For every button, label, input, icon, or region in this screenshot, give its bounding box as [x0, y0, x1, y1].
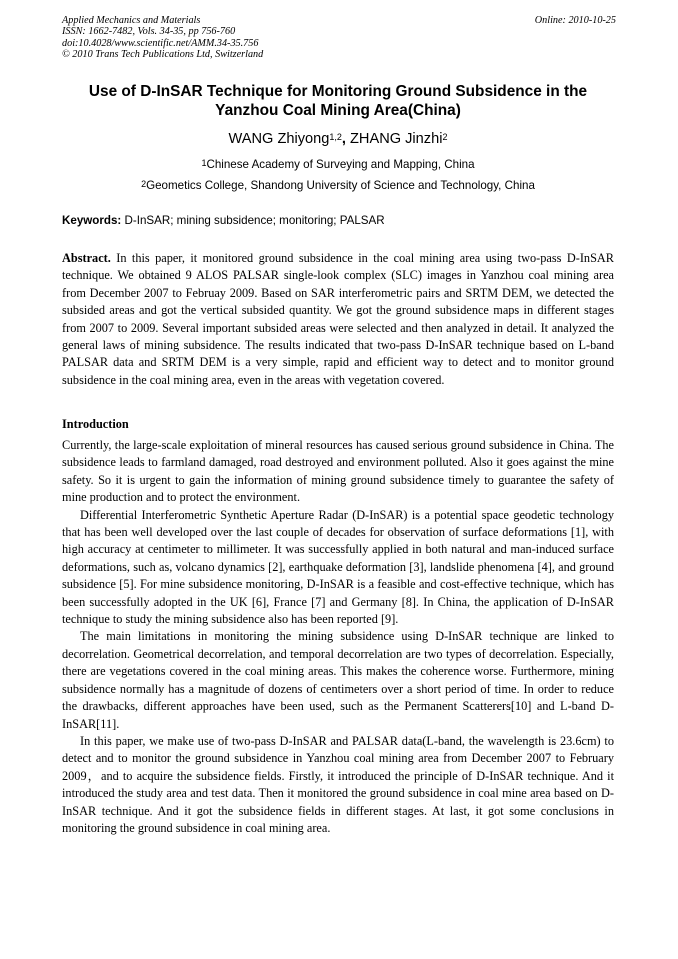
author-separator: ,: [341, 131, 350, 147]
abstract-text: In this paper, it monitored ground subsidence in the coal mining area using two-pass D-InSAR technique. We obtained 9 ALOS PALSAR single-look complex (SLC) images in Yanzhou coal mining area from December 2007 to Februay 2009. Based on SAR interferometric pairs and SRTM DEM, we detected the subsided areas and got the vertical subsided quantity. We got the ground subsidence maps in different stages from 2007 to 2009. Several important subsided areas were selected and then analyzed in detail. It analyzed the general laws of mining subsidence. The results indicated that two-pass D-InSAR technique based on L-band PALSAR data and SRTM DEM is a very simple, rapid and efficient way to detect and to monitor ground subsidence in the coal mining area, even in the areas with vegetation covered.: [62, 251, 614, 387]
title-line-2: Yanzhou Coal Mining Area(China): [215, 102, 461, 119]
journal-name: Applied Mechanics and Materials: [62, 15, 201, 26]
intro-paragraph-3: The main limitations in monitoring the mining subsidence using D-InSAR technique are linked to decorrelation. Geometrical decorrelation, and temporal decorrelation are two types of decorrelation. Especially, there are vegetations covered in the coal mining areas. This makes the coherence worse. Furthermore, mining subsidence normally has a magnitude of dozens of centimeters over a short period of time. In order to reduce the drawbacks, different approaches have been used, such as the Permanent Scatterers[10] and L-band D-InSAR[11].: [62, 629, 614, 731]
affiliation-1-mark: 1: [201, 158, 207, 168]
author-list: [62, 130, 614, 148]
keywords: [62, 214, 614, 228]
section-heading: Introduction: [62, 417, 129, 431]
affiliation-2-mark: 2: [141, 179, 147, 189]
author-2: ZHANG Jinzhi: [350, 131, 443, 147]
title-line-1: Use of D-InSAR Technique for Monitoring Ground Subsidence in the: [88, 83, 588, 100]
affiliation-2-text: Geometics College, Shandong University of Science and Technology, China: [146, 179, 535, 192]
keywords-label: Keywords:: [62, 214, 122, 227]
online-date: Online: 2010-10-25: [534, 15, 616, 26]
journal-info: [62, 15, 263, 61]
doi-line: doi:10.4028/www.scientific.net/AMM.34-35.756: [62, 37, 259, 49]
intro-paragraph-4: In this paper, we make use of two-pass D-InSAR and PALSAR data(L-band, the wavelength is 23.6cm) to detect and to monitor the ground subsidence in Yanzhou coal mining area from December 2007 to February 2009，and to acquire the subsidence fields. Firstly, it introduced the principle of D-InSAR technique. And it introduced the study area and test data. Then it monitored the ground subsidence in coal mine area based on D-InSAR technique. And it got the subsidence fields in different stages. At last, it got some conclusions in monitoring the ground subsidence in coal mining area.: [62, 733, 614, 835]
issn-line: ISSN: 1662-7482, Vols. 34-35, pp 756-760: [62, 26, 236, 38]
affiliation-2: [62, 179, 614, 193]
intro-paragraph-1: Currently, the large-scale exploitation of mineral resources has caused serious ground subsidence in China. The subsidence leads to farmland damaged, road destroyed and environment polluted. Also it goes against the mine safety. So it is urgent to gain the information of mining ground subsidence timely to guarantee the safety of mine production and to protect the environment.: [62, 438, 614, 505]
abstract: [62, 250, 614, 389]
keywords-text: D-InSAR; mining subsidence; monitoring; PALSAR: [121, 214, 385, 227]
abstract-label: Abstract.: [62, 251, 111, 265]
paper-title: [62, 82, 614, 120]
affiliation-1-text: Chinese Academy of Surveying and Mapping, China: [206, 158, 475, 171]
copyright-line: © 2010 Trans Tech Publications Ltd, Switzerland: [62, 49, 264, 61]
affiliation-1: [62, 158, 614, 172]
author-2-affiliation: 2: [442, 132, 448, 142]
author-1: WANG Zhiyong: [228, 131, 330, 147]
introduction-body: [62, 437, 614, 837]
intro-paragraph-2: Differential Interferometric Synthetic Aperture Radar (D-InSAR) is a potential space geodetic technology that has been well developed over the last couple of decades for observation of surface deformations [1], with high accuracy at centimeter to millimeter. It was successfully applied in both natural and man-induced surface deformations, such as, volcano dynamics [2], earthquake deformation [3], landslide phenomena [4], and ground subsidence [5]. For mine subsidence monitoring, D-InSAR is a feasible and cost-effective technique, which has been successfully adopted in the UK [6], France [7] and Germany [8]. In China, the application of D-InSAR technique to study the mining subsidence also has been reported [9].: [62, 507, 614, 627]
author-1-affiliation: 1,2: [329, 132, 342, 142]
